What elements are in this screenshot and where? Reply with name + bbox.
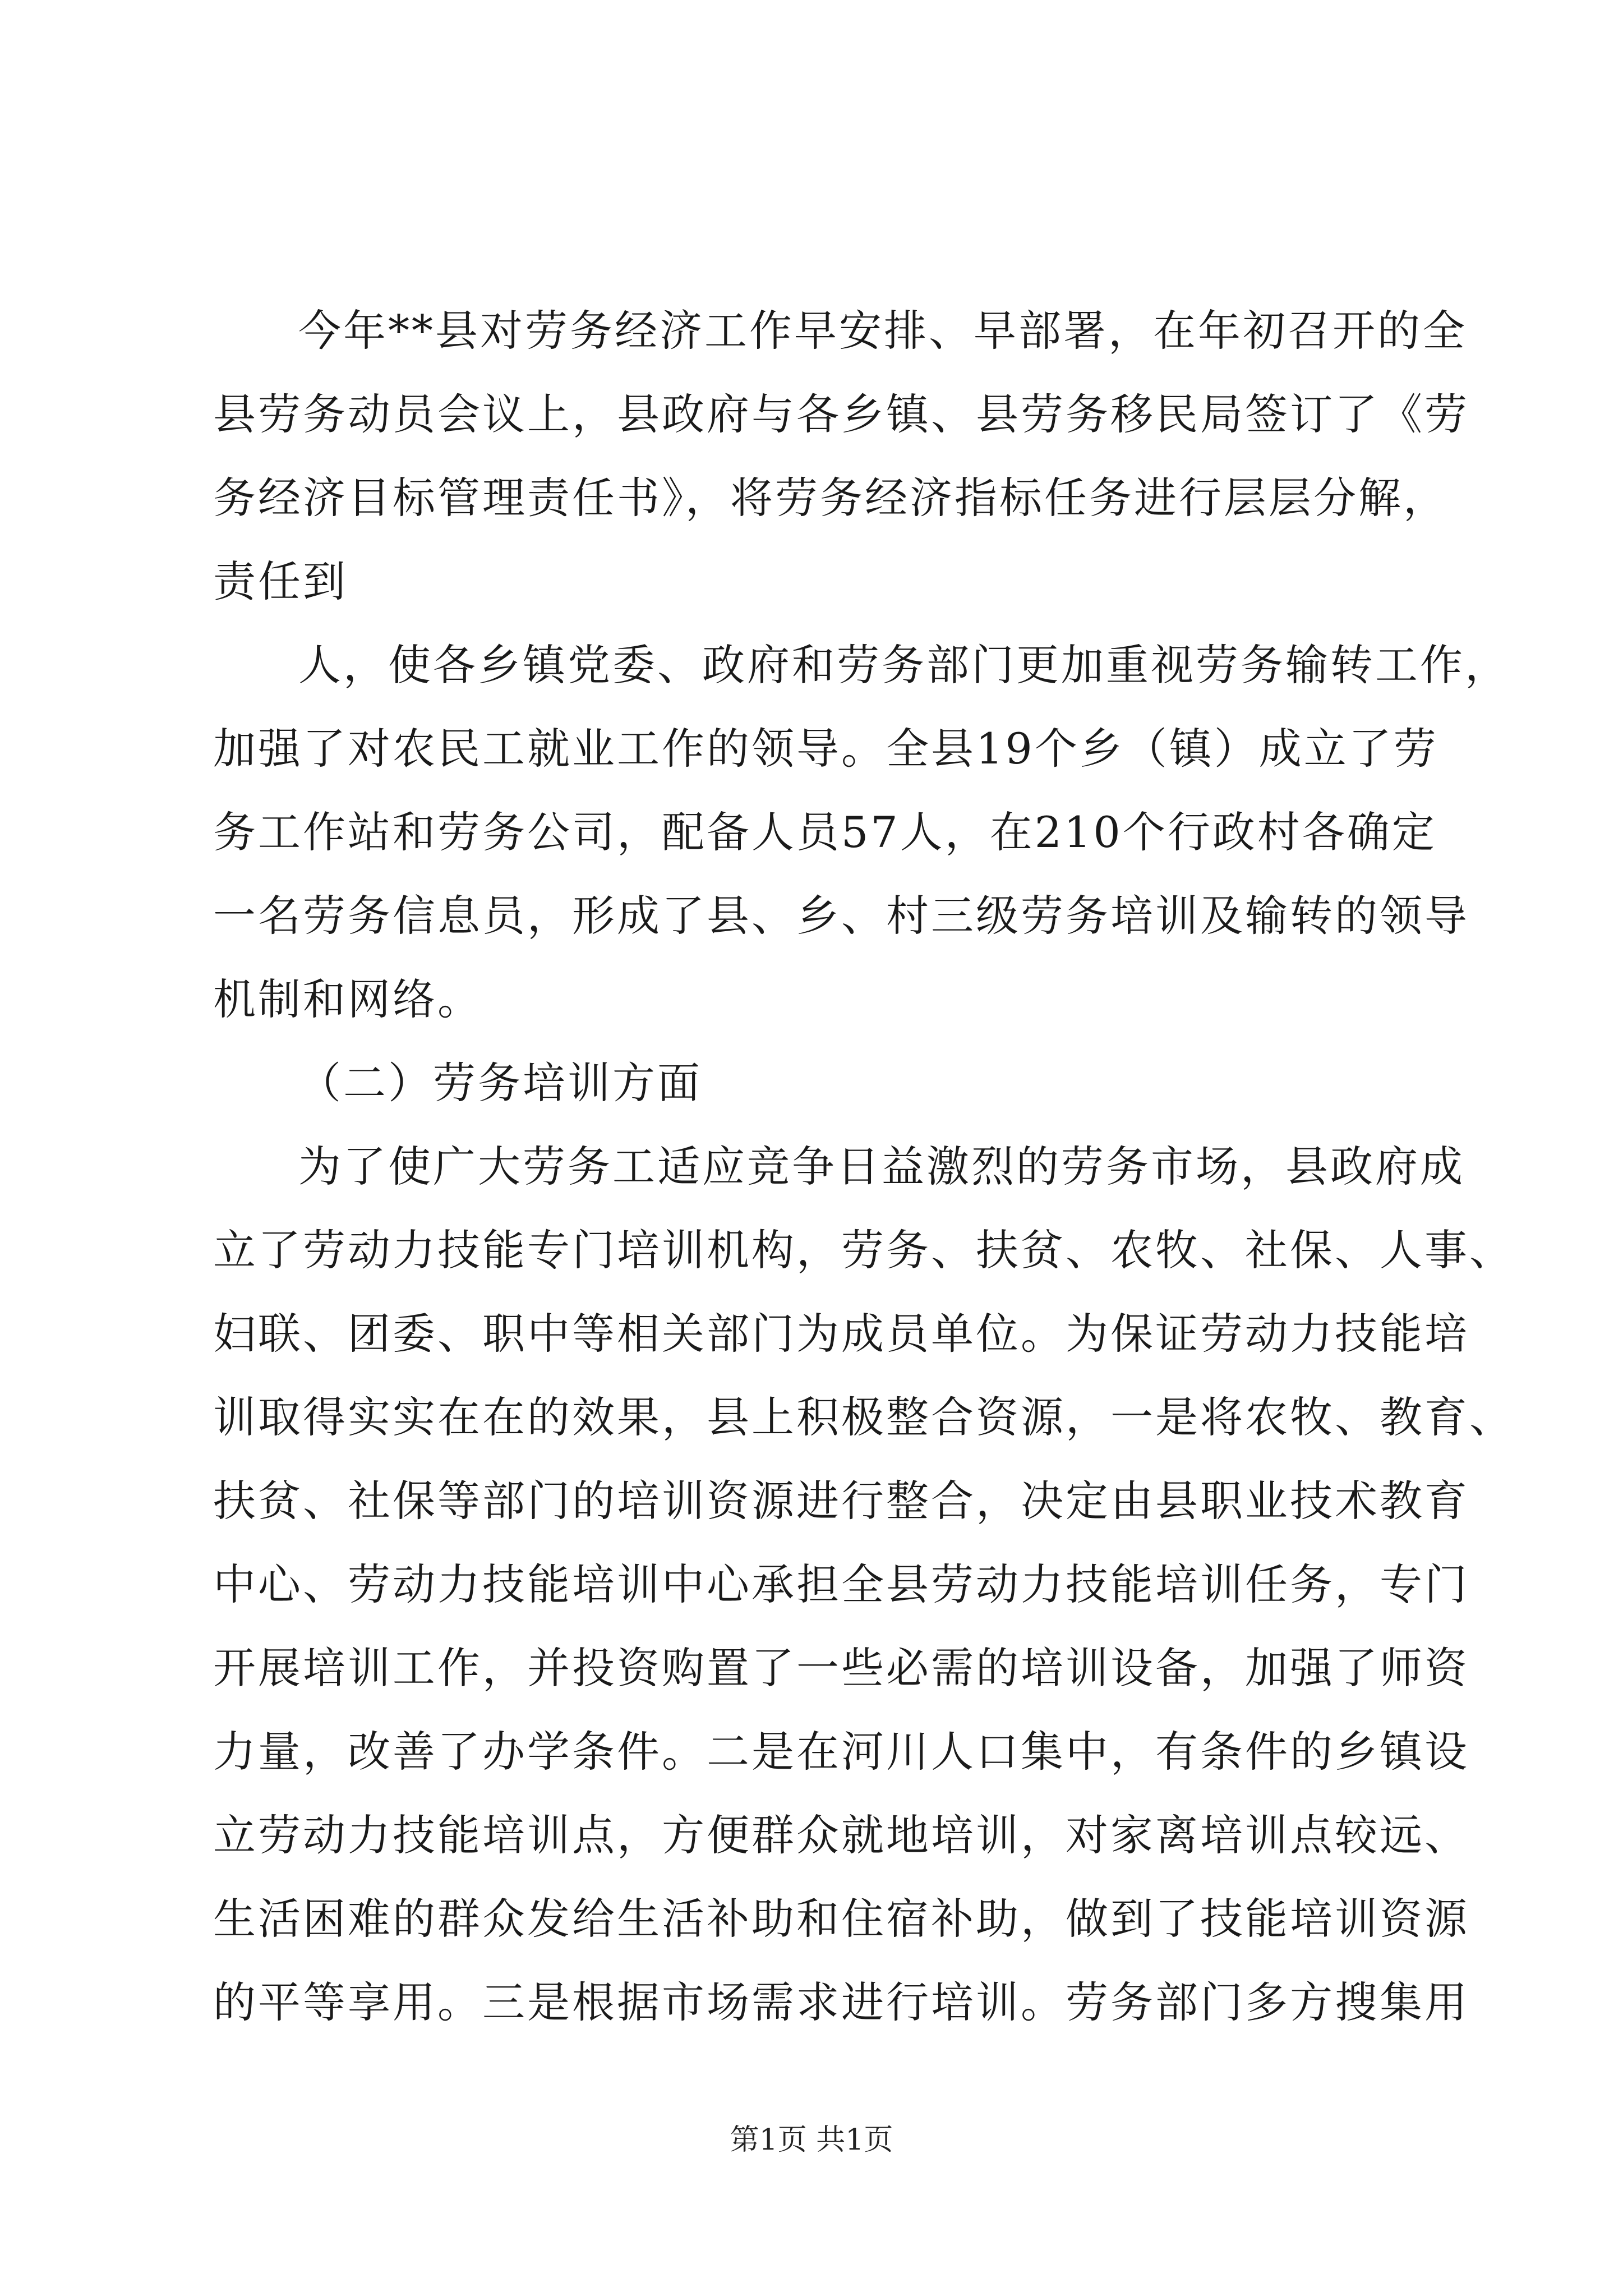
text-line: 的平等享用。三是根据市场需求进行培训。劳务部门多方搜集用 bbox=[213, 1977, 1469, 2027]
text-line: 一名劳务信息员，形成了县、乡、村三级劳务培训及输转的领导 bbox=[213, 891, 1469, 941]
document-body bbox=[213, 289, 1514, 2044]
section-heading: （二）劳务培训方面 bbox=[298, 1058, 702, 1108]
text-line: 立劳动力技能培训点，方便群众就地培训，对家离培训点较远、 bbox=[213, 1810, 1469, 1860]
text-line: 力量，改善了办学条件。二是在河川人口集中，有条件的乡镇设 bbox=[213, 1727, 1469, 1777]
text-line: 务经济目标管理责任书》，将劳务经济指标任务进行层层分解， bbox=[213, 473, 1448, 523]
text-line: 训取得实实在在的效果，县上积极整合资源，一是将农牧、教育、 bbox=[213, 1392, 1514, 1442]
page-footer: 第1页 共1页 bbox=[730, 2123, 893, 2157]
text-line: 开展培训工作，并投资购置了一些必需的培训设备，加强了师资 bbox=[213, 1643, 1469, 1693]
text-line: 中心、劳动力技能培训中心承担全县劳动力技能培训任务，专门 bbox=[213, 1559, 1469, 1609]
text-line: 生活困难的群众发给生活补助和住宿补助，做到了技能培训资源 bbox=[213, 1894, 1469, 1944]
text-line: 加强了对农民工就业工作的领导。全县19个乡（镇）成立了劳 bbox=[213, 724, 1438, 774]
text-line: 责任到 bbox=[213, 556, 348, 606]
text-line: 妇联、团委、职中等相关部门为成员单位。为保证劳动力技能培 bbox=[213, 1309, 1469, 1359]
text-line: 务工作站和劳务公司，配备人员57人，在210个行政村各确定 bbox=[213, 807, 1437, 857]
text-line: 扶贫、社保等部门的培训资源进行整合，决定由县职业技术教育 bbox=[213, 1476, 1469, 1526]
text-line: 立了劳动力技能专门培训机构，劳务、扶贫、农牧、社保、人事、 bbox=[213, 1225, 1514, 1275]
text-line: 今年**县对劳务经济工作早安排、早部署，在年初召开的全 bbox=[298, 306, 1467, 356]
text-line: 为了使广大劳务工适应竞争日益激烈的劳务市场，县政府成 bbox=[298, 1142, 1465, 1191]
text-line: 人，使各乡镇党委、政府和劳务部门更加重视劳务输转工作， bbox=[298, 640, 1510, 690]
text-line: 机制和网络。 bbox=[213, 974, 482, 1024]
text-line: 县劳务动员会议上，县政府与各乡镇、县劳务移民局签订了《劳 bbox=[213, 389, 1469, 439]
